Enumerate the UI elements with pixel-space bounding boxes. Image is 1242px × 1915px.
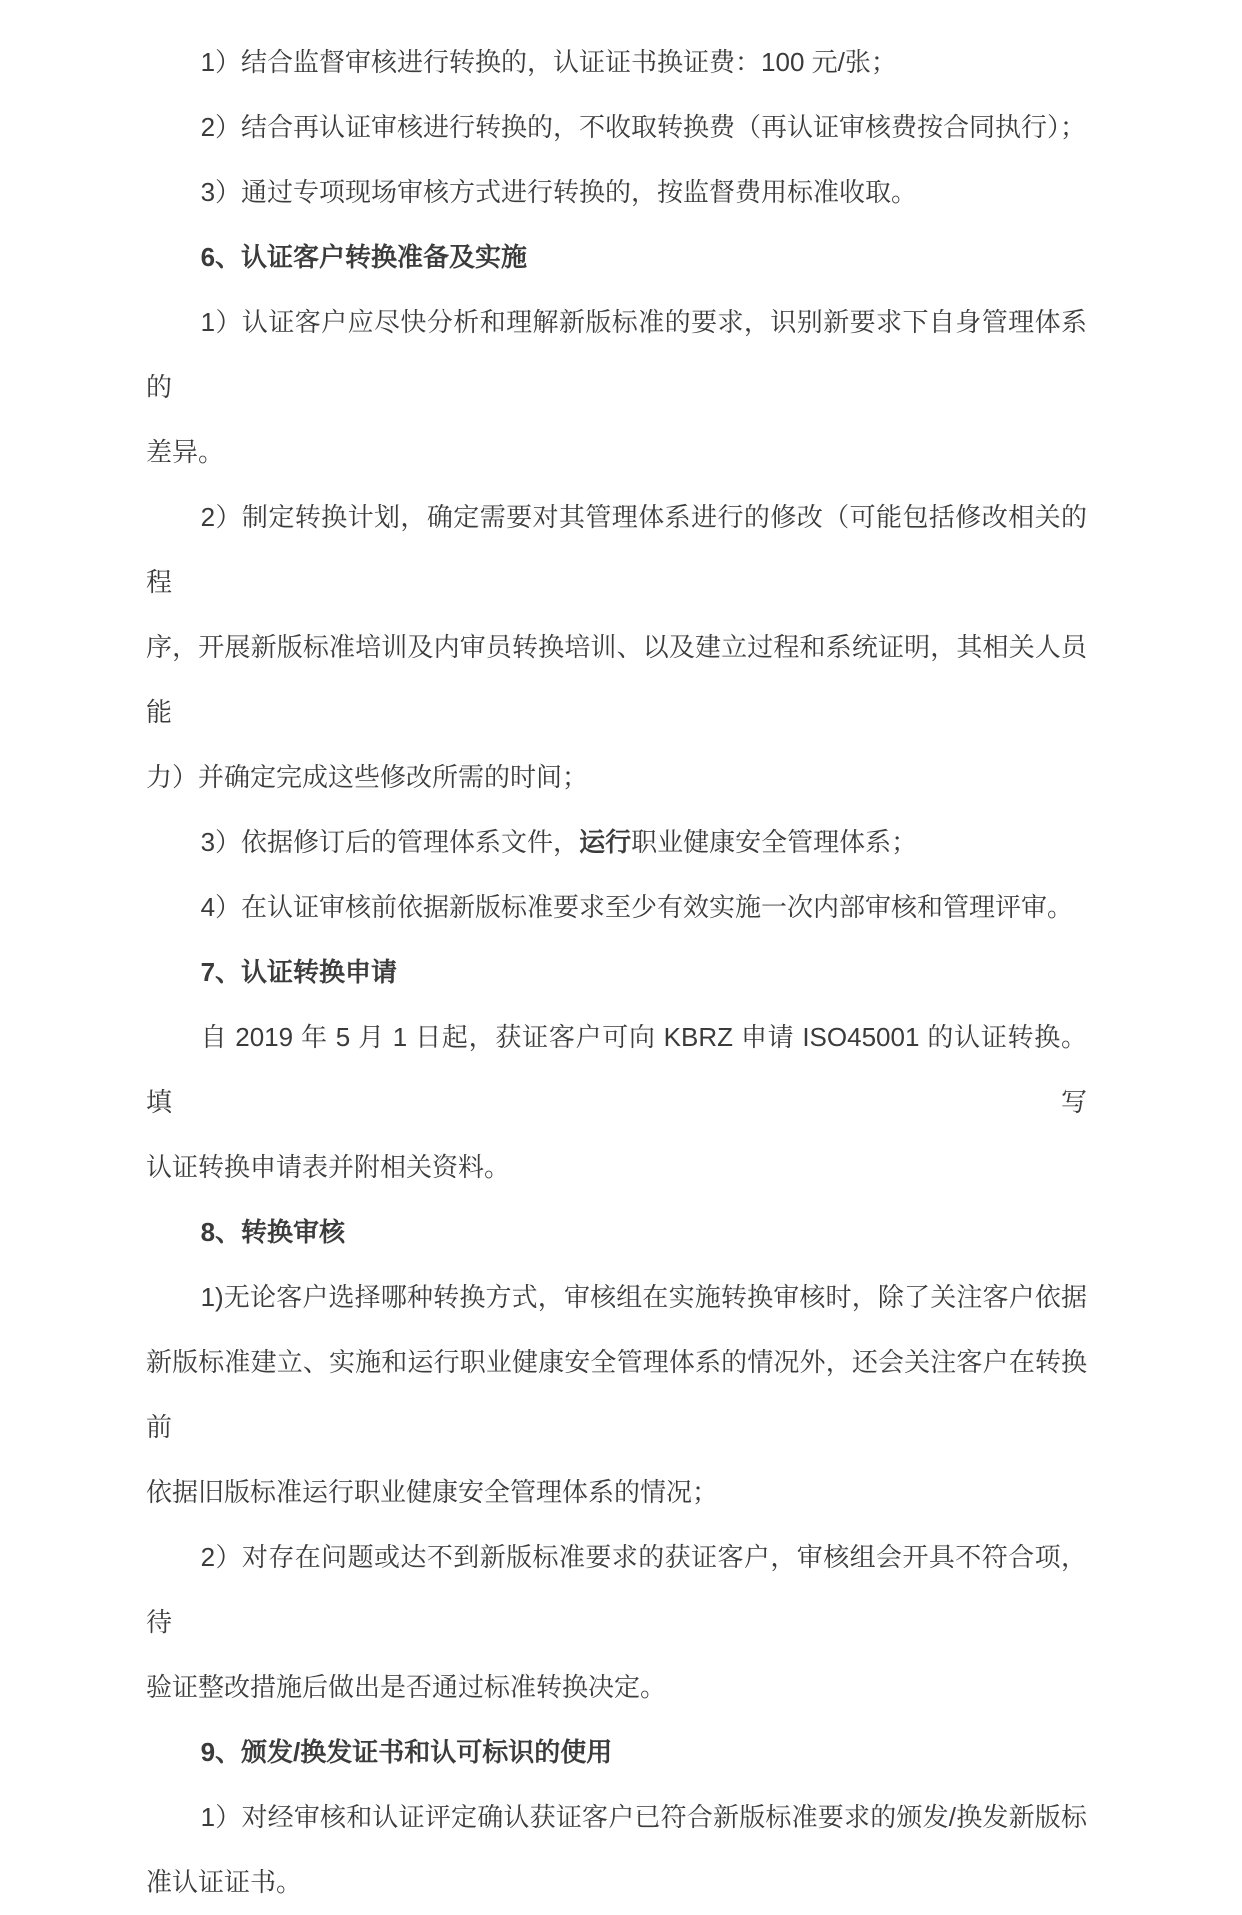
text-segment: 3）依据修订后的管理体系文件， — [200, 827, 580, 857]
text-line: 1）认证客户应尽快分析和理解新版标准的要求，识别新要求下自身管理体系的 — [146, 307, 1087, 402]
text-line: 差异。 — [146, 437, 225, 467]
list-item-fee-2 — [146, 95, 1087, 160]
text-line: 依据旧版标准运行职业健康安全管理体系的情况； — [146, 1477, 719, 1507]
document-page — [146, 30, 1087, 1915]
section-heading-8 — [146, 1200, 1087, 1265]
list-item-audit-1 — [146, 1265, 1087, 1525]
text-line — [146, 810, 1087, 875]
list-item-issue-1 — [146, 1785, 1087, 1915]
text-segment: 职业健康安全管理体系； — [631, 827, 918, 857]
text-line: 1）对经审核和认证评定确认获证客户已符合新版标准要求的颁发/换发新版标 — [200, 1802, 1087, 1832]
body-paragraph-application — [146, 1005, 1087, 1200]
heading-text: 8、转换审核 — [200, 1217, 346, 1247]
text-line: 新版标准建立、实施和运行职业健康安全管理体系的情况外，还会关注客户在转换前 — [146, 1347, 1087, 1442]
text-line: 2）制定转换计划，确定需要对其管理体系进行的修改（可能包括修改相关的程 — [146, 502, 1087, 597]
list-item-prep-4 — [146, 875, 1087, 940]
heading-text: 9、颁发/换发证书和认可标识的使用 — [200, 1737, 613, 1767]
list-item-fee-3 — [146, 160, 1087, 225]
text-line: 力）并确定完成这些修改所需的时间； — [146, 762, 589, 792]
section-heading-7 — [146, 940, 1087, 1005]
heading-text: 6、认证客户转换准备及实施 — [200, 242, 528, 272]
text-line: 1）结合监督审核进行转换的，认证证书换证费：100 元/张； — [200, 47, 897, 77]
list-item-prep-3 — [146, 810, 1087, 875]
text-line: 验证整改措施后做出是否通过标准转换决定。 — [146, 1672, 667, 1702]
section-heading-9 — [146, 1720, 1087, 1785]
text-line: 序，开展新版标准培训及内审员转换培训、以及建立过程和系统证明，其相关人员能 — [146, 632, 1087, 727]
text-line: 自 2019 年 5 月 1 日起，获证客户可向 KBRZ 申请 ISO45001 的认证转换。填写 — [146, 1022, 1087, 1117]
list-item-fee-1 — [146, 30, 1087, 95]
list-item-prep-1 — [146, 290, 1087, 485]
text-line: 1)无论客户选择哪种转换方式，审核组在实施转换审核时，除了关注客户依据 — [200, 1282, 1087, 1312]
text-line: 4）在认证审核前依据新版标准要求至少有效实施一次内部审核和管理评审。 — [200, 892, 1074, 922]
text-line: 2）对存在问题或达不到新版标准要求的获证客户，审核组会开具不符合项，待 — [146, 1542, 1087, 1637]
list-item-prep-2 — [146, 485, 1087, 810]
list-item-audit-2 — [146, 1525, 1087, 1720]
text-segment-bold: 运行 — [579, 827, 632, 857]
text-line: 准认证证书。 — [146, 1867, 303, 1897]
text-line: 2）结合再认证审核进行转换的，不收取转换费（再认证审核费按合同执行）； — [200, 112, 1087, 142]
heading-text: 7、认证转换申请 — [200, 957, 398, 987]
text-line: 认证转换申请表并附相关资料。 — [146, 1152, 511, 1182]
section-heading-6 — [146, 225, 1087, 290]
text-line: 3）通过专项现场审核方式进行转换的，按监督费用标准收取。 — [200, 177, 918, 207]
